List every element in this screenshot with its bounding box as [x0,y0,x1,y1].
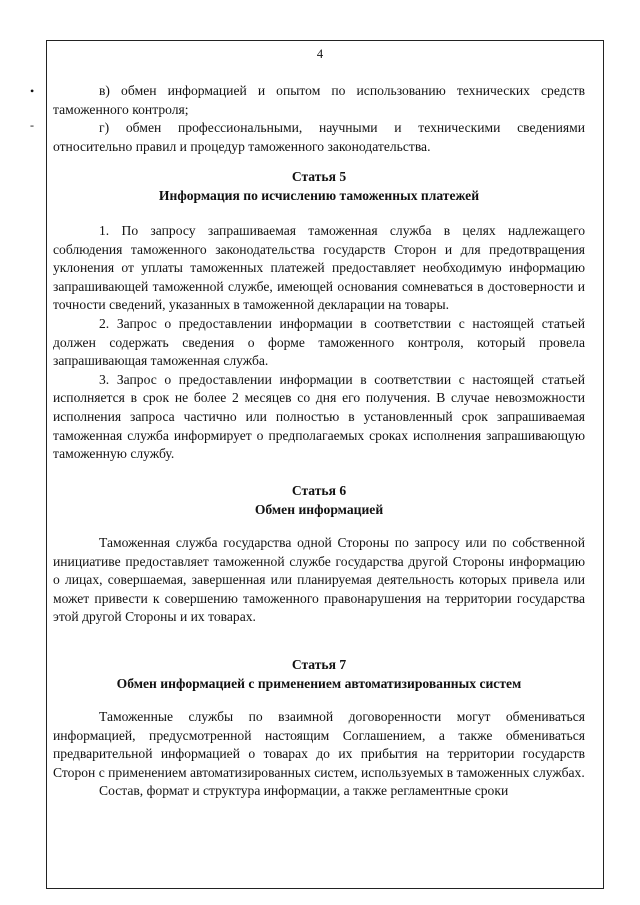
paragraph-v: в) обмен информацией и опытом по использованию технических средств таможенного контроля; [53,83,585,117]
article-6-body [53,534,585,627]
intro-block [53,82,585,156]
article-5-para-1: 1. По запросу запрашиваемая таможенная служба в целях надлежащего соблюдения таможенного законодательства государств Сторон и для предотвращения уклонения от уплаты таможенных платежей предоставляет необходимую информацию запрашивающей таможенной службе, имеющей основания сомневаться в достоверности и точности сведений, указанных в таможенной декларации на товары. [53,223,585,313]
article-6-subtitle: Обмен информацией [254,501,384,517]
margin-mark-dash: - [30,118,34,132]
article-5-para-2: 2. Запрос о предоставлении информации в соответствии с настоящей статьей должен содержать сведения о форме таможенного контроля, который провела запрашивающая таможенная служба. [53,315,585,369]
article-6-title: Статья 6 [291,483,347,498]
article-6-para-1: Таможенная служба государства одной Стороны по запросу или по собственной инициативе предоставляет таможенной службе государства другой Стороны информацию о лицах, совершаемая, завершенная или планируемая деятельность которых привела или может привести к совершению таможенного правонарушения на территории государства этой другой Стороны и их товарах. [53,535,585,625]
article-5-para-3: 3. Запрос о предоставлении информации в соответствии с настоящей статьей исполняется в срок не более 2 месяцев со дня его получения. В случае невозможности исполнения запроса частично или полностью в установленный срок запрашиваемая таможенная служба информирует о предполагаемых сроках исполнения запрашивающую таможенную службу. [53,371,585,462]
article-6 [53,482,585,519]
article-7-para-1: Таможенные службы по взаимной договоренности могут обмениваться информацией, предусмотренной настоящим Соглашением, а также обмениваться предварительной информацией о товарах до их прибытия на территории государств Сторон с применением автоматизированных систем, используемых в таможенных службах. [53,709,585,780]
article-5-title: Статья 5 [291,169,347,184]
article-7-para-2: Состав, формат и структура информации, а также регламентные сроки [99,783,509,799]
article-5-body [53,222,585,464]
article-7-subtitle: Обмен информацией с применением автоматизированных систем [116,675,522,691]
article-7-title: Статья 7 [291,657,347,672]
page-number: 4 [316,47,324,61]
article-7 [53,656,585,693]
paragraph-g: г) обмен профессиональными, научными и техническими сведениями относительно правил и процедур таможенного законодательства. [53,120,585,154]
article-5 [53,168,585,205]
article-5-subtitle: Информация по исчислению таможенных платежей [158,187,480,203]
article-7-body [53,708,585,801]
margin-mark-bullet: • [30,84,35,98]
